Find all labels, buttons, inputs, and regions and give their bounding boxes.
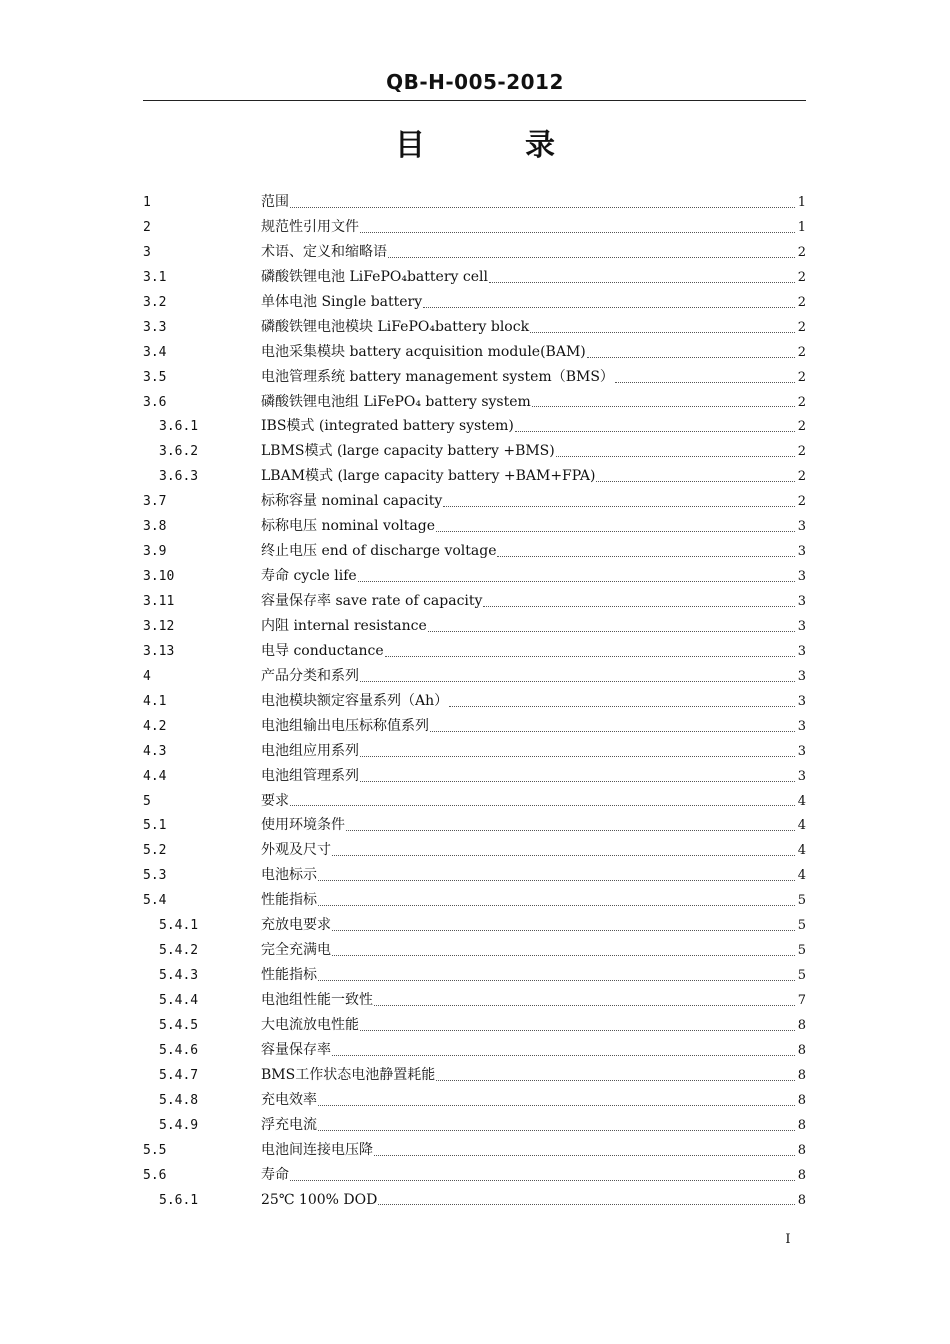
toc-entry-number: 3.5 [143,369,167,385]
toc-entry-page: 3 [797,718,806,734]
toc-entry-page: 2 [797,469,806,485]
toc-entry-title: 标称电压 nominal voltage [261,518,435,535]
toc-dot-leader [515,430,795,432]
toc-entry-title: 寿命 [261,1166,289,1183]
toc-entry-page: 2 [797,444,806,460]
toc-entry-number: 5.4 [143,893,167,909]
toc-entry-page: 2 [797,394,806,410]
toc-entry-number: 3.12 [143,618,175,634]
toc-entry-title: 性能指标 [261,892,317,909]
toc-entry-page: 2 [797,419,806,435]
toc-entry[interactable] [143,564,806,589]
toc-entry[interactable] [143,414,806,439]
toc-entry-page: 3 [797,569,806,585]
toc-entry-page: 3 [797,594,806,609]
toc-entry-number: 3.2 [143,294,167,310]
toc-entry[interactable] [143,514,806,539]
toc-entry-page: 8 [797,1142,806,1158]
toc-entry-page: 5 [797,968,806,984]
toc-entry-number: 3.11 [143,594,175,609]
toc-entry-number: 3.6.2 [159,444,199,460]
toc-dot-leader [332,1054,795,1056]
toc-entry-number: 3.6.3 [159,469,199,485]
toc-dot-leader [358,580,795,582]
toc-entry-page: 3 [797,743,806,759]
toc-entry-page: 4 [797,868,806,884]
toc-entry-number: 3.6.1 [159,419,199,435]
toc-entry-number: 5.2 [143,843,167,859]
toc-entry-number: 5.5 [143,1142,167,1158]
toc-entry-page: 4 [797,793,806,809]
toc-entry-number: 3.4 [143,344,167,360]
toc-entry-page: 3 [797,768,806,784]
toc-dot-leader [318,1104,795,1106]
toc-dot-leader [360,780,795,782]
toc-entry[interactable] [143,863,806,888]
toc-entry[interactable] [143,265,806,290]
toc-entry[interactable] [143,938,806,963]
toc-dot-leader [318,904,795,906]
toc-entry-page: 4 [797,818,806,834]
toc-entry[interactable] [143,739,806,764]
toc-entry-title: LBAM模式 (large capacity battery +BAM+FPA) [261,468,596,485]
page-number: I [785,1232,791,1247]
toc-dot-leader [290,206,795,208]
toc-title-right: 录 [525,128,555,163]
toc-entry-number: 4.2 [143,718,167,734]
toc-entry-number: 3.8 [143,519,167,535]
toc-entry-title: 磷酸铁锂电池 LiFePO₄battery cell [261,268,488,285]
toc-entry-page: 1 [797,195,806,210]
toc-entry[interactable] [143,190,806,215]
toc-entry-page: 5 [797,893,806,909]
toc-entry-title: 磷酸铁锂电池组 LiFePO₄ battery system [261,393,531,410]
header-rule [143,100,806,101]
toc-entry-number: 5.4.3 [159,968,199,984]
toc-entry[interactable] [143,215,806,240]
toc-entry[interactable] [143,614,806,639]
toc-dot-leader [436,1079,795,1081]
toc-dot-leader [443,505,795,507]
toc-dot-leader [332,954,795,956]
toc-dot-leader [378,1203,795,1205]
toc-dot-leader [489,281,795,283]
toc-entry[interactable] [143,539,806,564]
toc-entry-title: 性能指标 [261,967,317,984]
toc-entry-page: 4 [797,843,806,859]
toc-entry-page: 5 [797,943,806,959]
toc-entry-title: 外观及尺寸 [261,842,331,859]
toc-entry-title: BMS工作状态电池静置耗能 [261,1066,436,1083]
toc-entry-number: 5.4.4 [159,993,199,1008]
toc-entry[interactable] [143,240,806,265]
toc-entry-title: 范围 [261,194,289,210]
toc-entry-title: 充电效率 [261,1091,317,1108]
toc-entry-number: 3.9 [143,544,167,560]
toc-dot-leader [483,605,795,607]
toc-entry[interactable] [143,664,806,689]
toc-entry-page: 8 [797,1117,806,1133]
toc-entry-title: 术语、定义和缩略语 [261,243,387,260]
toc-entry-page: 3 [797,519,806,535]
toc-entry-number: 5.4.2 [159,943,199,959]
toc-entry-title: 产品分类和系列 [261,667,359,684]
toc-entry-title: 完全充满电 [261,942,331,959]
toc-dot-leader [532,405,795,407]
toc-entry-number: 5.4.8 [159,1092,199,1108]
toc-entry-page: 8 [797,1167,806,1183]
toc-entry[interactable] [143,1113,806,1138]
toc-entry-number: 3.3 [143,319,167,335]
toc-entry[interactable] [143,340,806,365]
toc-entry-page: 2 [797,494,806,510]
toc-dot-leader [615,381,795,383]
toc-entry[interactable] [143,1013,806,1038]
toc-entry-number: 4 [143,668,151,684]
toc-dot-leader [360,231,795,233]
toc-entry-page: 2 [797,319,806,335]
toc-entry-title: LBMS模式 (large capacity battery +BMS) [261,443,555,460]
toc-entry[interactable] [143,464,806,489]
toc-entry-title: 大电流放电性能 [261,1016,359,1033]
toc-dot-leader [318,1129,795,1131]
toc-entry-title: 要求 [261,792,289,809]
toc-entry-page: 3 [797,544,806,560]
toc-dot-leader [290,1179,795,1181]
toc-entry-title: 电池组管理系列 [261,767,359,784]
toc-entry-title: 容量保存率 save rate of capacity [261,593,483,609]
toc-entry-number: 5.6.1 [159,1192,199,1208]
toc-entry[interactable] [143,764,806,789]
toc-entry-page: 8 [797,1017,806,1033]
toc-entry[interactable] [143,913,806,938]
toc-entry-number: 4.3 [143,743,167,759]
toc-entry-number: 2 [143,219,151,235]
toc-entry-number: 4.4 [143,768,167,784]
toc-entry[interactable] [143,1088,806,1113]
toc-entry[interactable] [143,439,806,464]
toc-entry[interactable] [143,963,806,988]
toc-entry[interactable] [143,1188,806,1213]
toc-entry-number: 5.6 [143,1167,167,1183]
toc-entry-number: 3.13 [143,643,175,659]
toc-entry-number: 5.3 [143,868,167,884]
toc-entry-number: 3.6 [143,394,167,410]
toc-entry-page: 8 [797,1092,806,1108]
toc-entry-title: 终止电压 end of discharge voltage [261,543,497,560]
toc-dot-leader [587,356,795,358]
toc-entry-page: 1 [797,219,806,235]
toc-entry-page: 5 [797,918,806,934]
toc-entry[interactable] [143,789,806,814]
toc-entry[interactable] [143,365,806,390]
toc-entry-title: 容量保存率 [261,1041,331,1058]
toc-dot-leader [497,555,795,557]
toc-entry-number: 3 [143,244,151,260]
toc-entry[interactable] [143,1138,806,1163]
toc-entry-number: 5 [143,793,151,809]
toc-entry-number: 4.1 [143,693,167,709]
toc-entry-page: 8 [797,1042,806,1058]
toc-entry-title: 电池标示 [261,867,317,884]
toc-dot-leader [430,730,795,732]
toc-entry-number: 5.4.7 [159,1067,199,1083]
toc-entry-page: 3 [797,643,806,659]
toc-entry[interactable] [143,988,806,1013]
toc-entry[interactable] [143,888,806,913]
toc-list [143,190,806,1212]
toc-entry[interactable] [143,1038,806,1063]
toc-entry-title: 磷酸铁锂电池模块 LiFePO₄battery block [261,318,530,335]
toc-entry-title: 电池模块额定容量系列（Ah） [261,692,449,709]
toc-entry-title: 标称容量 nominal capacity [261,493,443,510]
toc-entry-page: 2 [797,369,806,385]
toc-entry-title: 电池采集模块 battery acquisition module(BAM) [261,343,586,360]
toc-entry-page: 2 [797,294,806,310]
toc-entry-number: 5.1 [143,818,167,834]
toc-dot-leader [374,1004,795,1006]
toc-entry[interactable] [143,489,806,514]
toc-entry-page: 3 [797,668,806,684]
toc-entry-page: 7 [797,993,806,1008]
toc-entry-title: 寿命 cycle life [261,568,357,585]
toc-entry-title: 电池组输出电压标称值系列 [261,717,429,734]
toc-entry-number: 5.4.6 [159,1042,199,1058]
toc-entry[interactable] [143,1163,806,1188]
toc-dot-leader [530,331,795,333]
toc-entry-page: 2 [797,269,806,285]
toc-entry-title: 25℃ 100% DOD [261,1191,378,1208]
toc-entry-title: 内阻 internal resistance [261,617,427,634]
toc-title-left: 目 [395,128,425,163]
toc-dot-leader [385,655,795,657]
toc-entry-title: 电池管理系统 battery management system（BMS） [261,368,614,385]
toc-dot-leader [318,879,795,881]
toc-entry-title: 单体电池 Single battery [261,293,423,310]
toc-entry[interactable] [143,714,806,739]
toc-entry-page: 2 [797,344,806,360]
document-code: QB-H-005-2012 [386,70,564,94]
toc-entry-title: 电池组应用系列 [261,742,359,759]
toc-entry-title: 充放电要求 [261,917,331,934]
toc-entry[interactable] [143,390,806,415]
toc-entry-number: 3.7 [143,494,167,510]
toc-entry-page: 8 [797,1067,806,1083]
toc-entry[interactable] [143,689,806,714]
toc-dot-leader [360,680,795,682]
toc-entry-title: 电导 conductance [261,642,384,659]
toc-entry-number: 3.1 [143,269,167,285]
toc-dot-leader [428,630,795,632]
toc-entry[interactable] [143,589,806,614]
toc-entry-page: 3 [797,693,806,709]
toc-dot-leader [346,829,795,831]
toc-entry[interactable] [143,315,806,340]
toc-entry-page: 2 [797,244,806,260]
toc-entry-page: 3 [797,618,806,634]
toc-entry-title: 电池间连接电压降 [261,1141,373,1158]
toc-entry[interactable] [143,639,806,664]
toc-dot-leader [318,979,795,981]
toc-dot-leader [388,256,795,258]
toc-entry-number: 3.10 [143,569,175,585]
toc-dot-leader [596,480,795,482]
toc-entry-page: 8 [797,1192,806,1208]
toc-entry-title: IBS模式 (integrated battery system) [261,418,514,435]
toc-entry-title: 电池组性能一致性 [261,992,373,1008]
toc-dot-leader [290,804,795,806]
toc-dot-leader [423,306,795,308]
toc-entry-title: 规范性引用文件 [261,218,359,235]
toc-entry-number: 5.4.1 [159,918,199,934]
toc-entry[interactable] [143,813,806,838]
toc-title [0,120,950,164]
toc-entry-number: 5.4.9 [159,1117,199,1133]
toc-entry-number: 5.4.5 [159,1017,199,1033]
toc-entry[interactable] [143,838,806,863]
toc-dot-leader [332,854,795,856]
toc-entry-number: 1 [143,195,151,210]
toc-dot-leader [556,455,795,457]
toc-entry[interactable] [143,290,806,315]
toc-dot-leader [436,530,795,532]
toc-dot-leader [332,929,795,931]
toc-entry[interactable] [143,1063,806,1088]
toc-dot-leader [374,1154,795,1156]
toc-entry-title: 浮充电流 [261,1116,317,1133]
toc-entry-title: 使用环境条件 [261,817,345,834]
toc-dot-leader [360,755,795,757]
toc-dot-leader [449,705,795,707]
toc-dot-leader [360,1029,795,1031]
